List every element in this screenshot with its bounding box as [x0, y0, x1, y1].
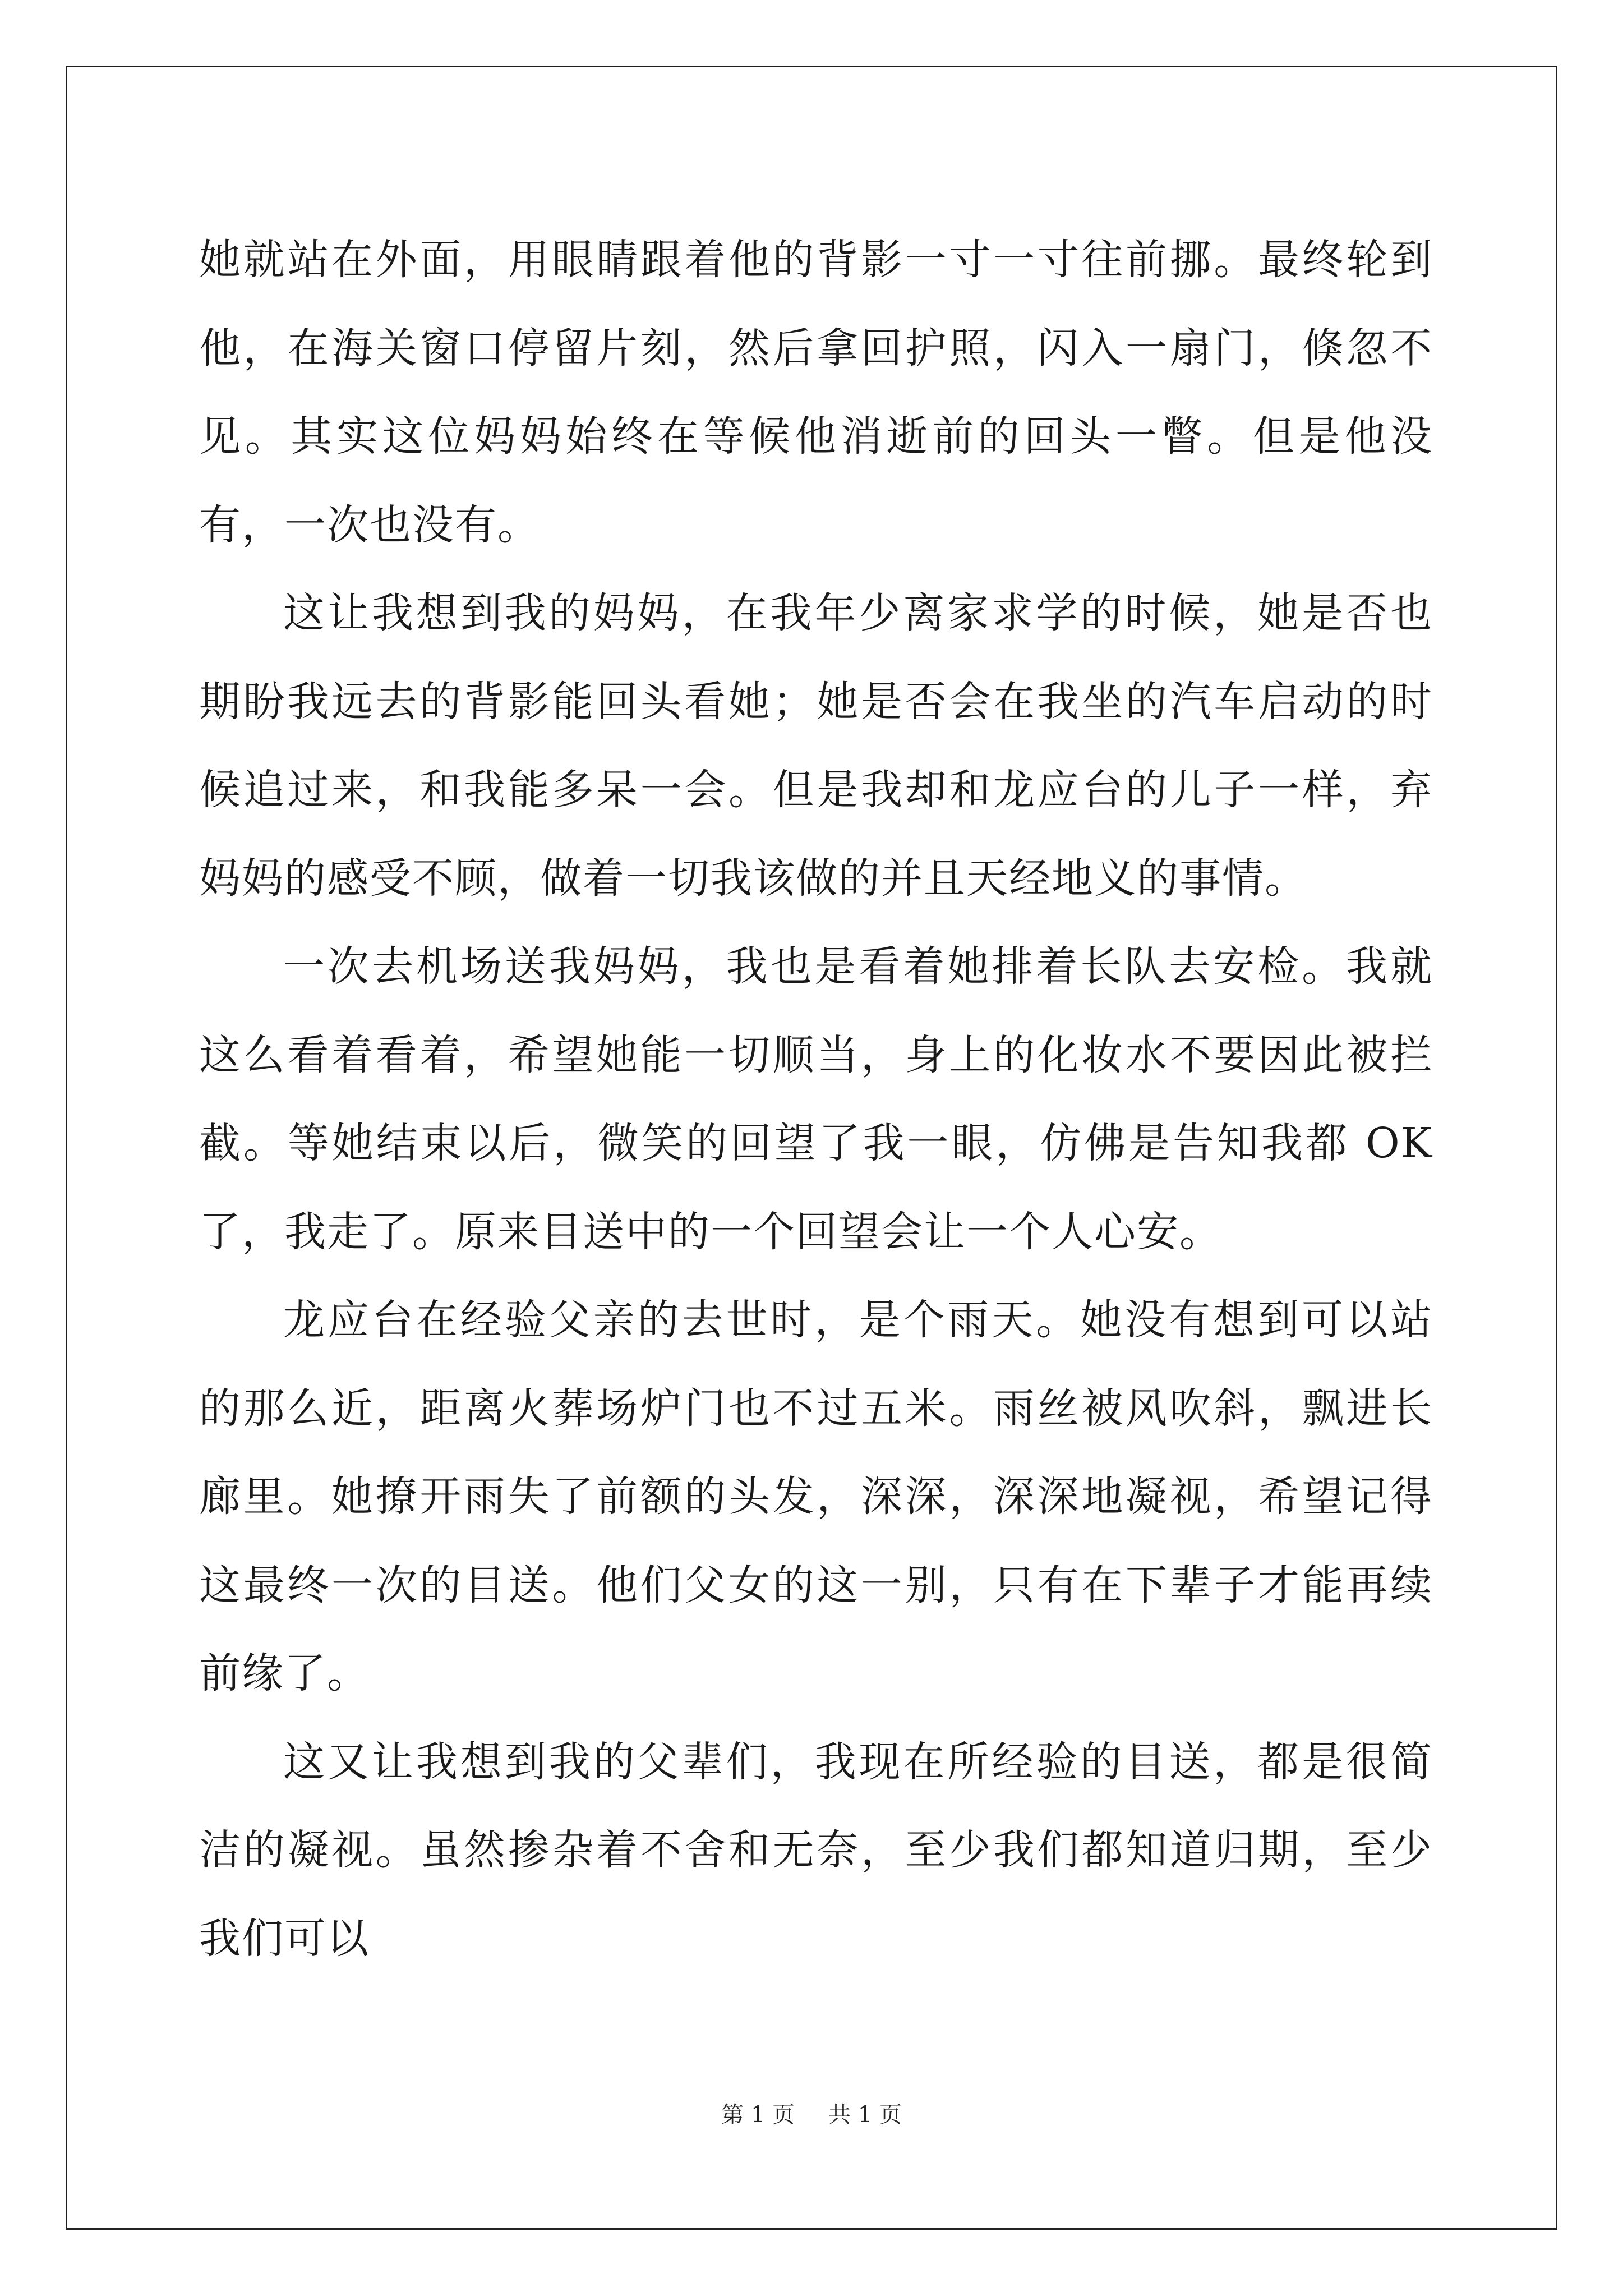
paragraph-5: 这又让我想到我的父辈们，我现在所经验的目送，都是很简洁的凝视。虽然掺杂着不舍和无奈，至少我们都知道归期，至少我们可以	[199, 1737, 1433, 1963]
paragraph-3: 一次去机场送我妈妈，我也是看着她排着长队去安检。我就这么看着看着，希望她能一切顺当，身上的化妆水不要因此被拦截。等她结束以后，微笑的回望了我一眼，仿佛是告知我都 OK 了，我走了。原来目送中的一个回望会让一个人心安。	[199, 942, 1433, 1256]
page-footer	[0, 2101, 1623, 2129]
document-body	[199, 216, 1433, 1983]
page-total: 共 1 页	[828, 2102, 902, 2128]
paragraph-4: 龙应台在经验父亲的去世时，是个雨天。她没有想到可以站的那么近，距离火葬场炉门也不过五米。雨丝被风吹斜，飘进长廊里。她撩开雨失了前额的头发，深深，深深地凝视，希望记得这最终一次的目送。他们父女的这一别，只有在下辈子才能再续前缘了。	[199, 1296, 1433, 1697]
paragraph-2: 这让我想到我的妈妈，在我年少离家求学的时候，她是否也期盼我远去的背影能回头看她；她是否会在我坐的汽车启动的时候追过来，和我能多呆一会。但是我却和龙应台的儿子一样，弃妈妈的感受不顾，做着一切我该做的并且天经地义的事情。	[199, 589, 1433, 903]
page-number: 第 1 页	[721, 2102, 795, 2128]
paragraph-1: 她就站在外面，用眼睛跟着他的背影一寸一寸往前挪。最终轮到他，在海关窗口停留片刻，然后拿回护照，闪入一扇门，倏忽不见。其实这位妈妈始终在等候他消逝前的回头一瞥。但是他没有，一次也没有。	[199, 236, 1433, 549]
